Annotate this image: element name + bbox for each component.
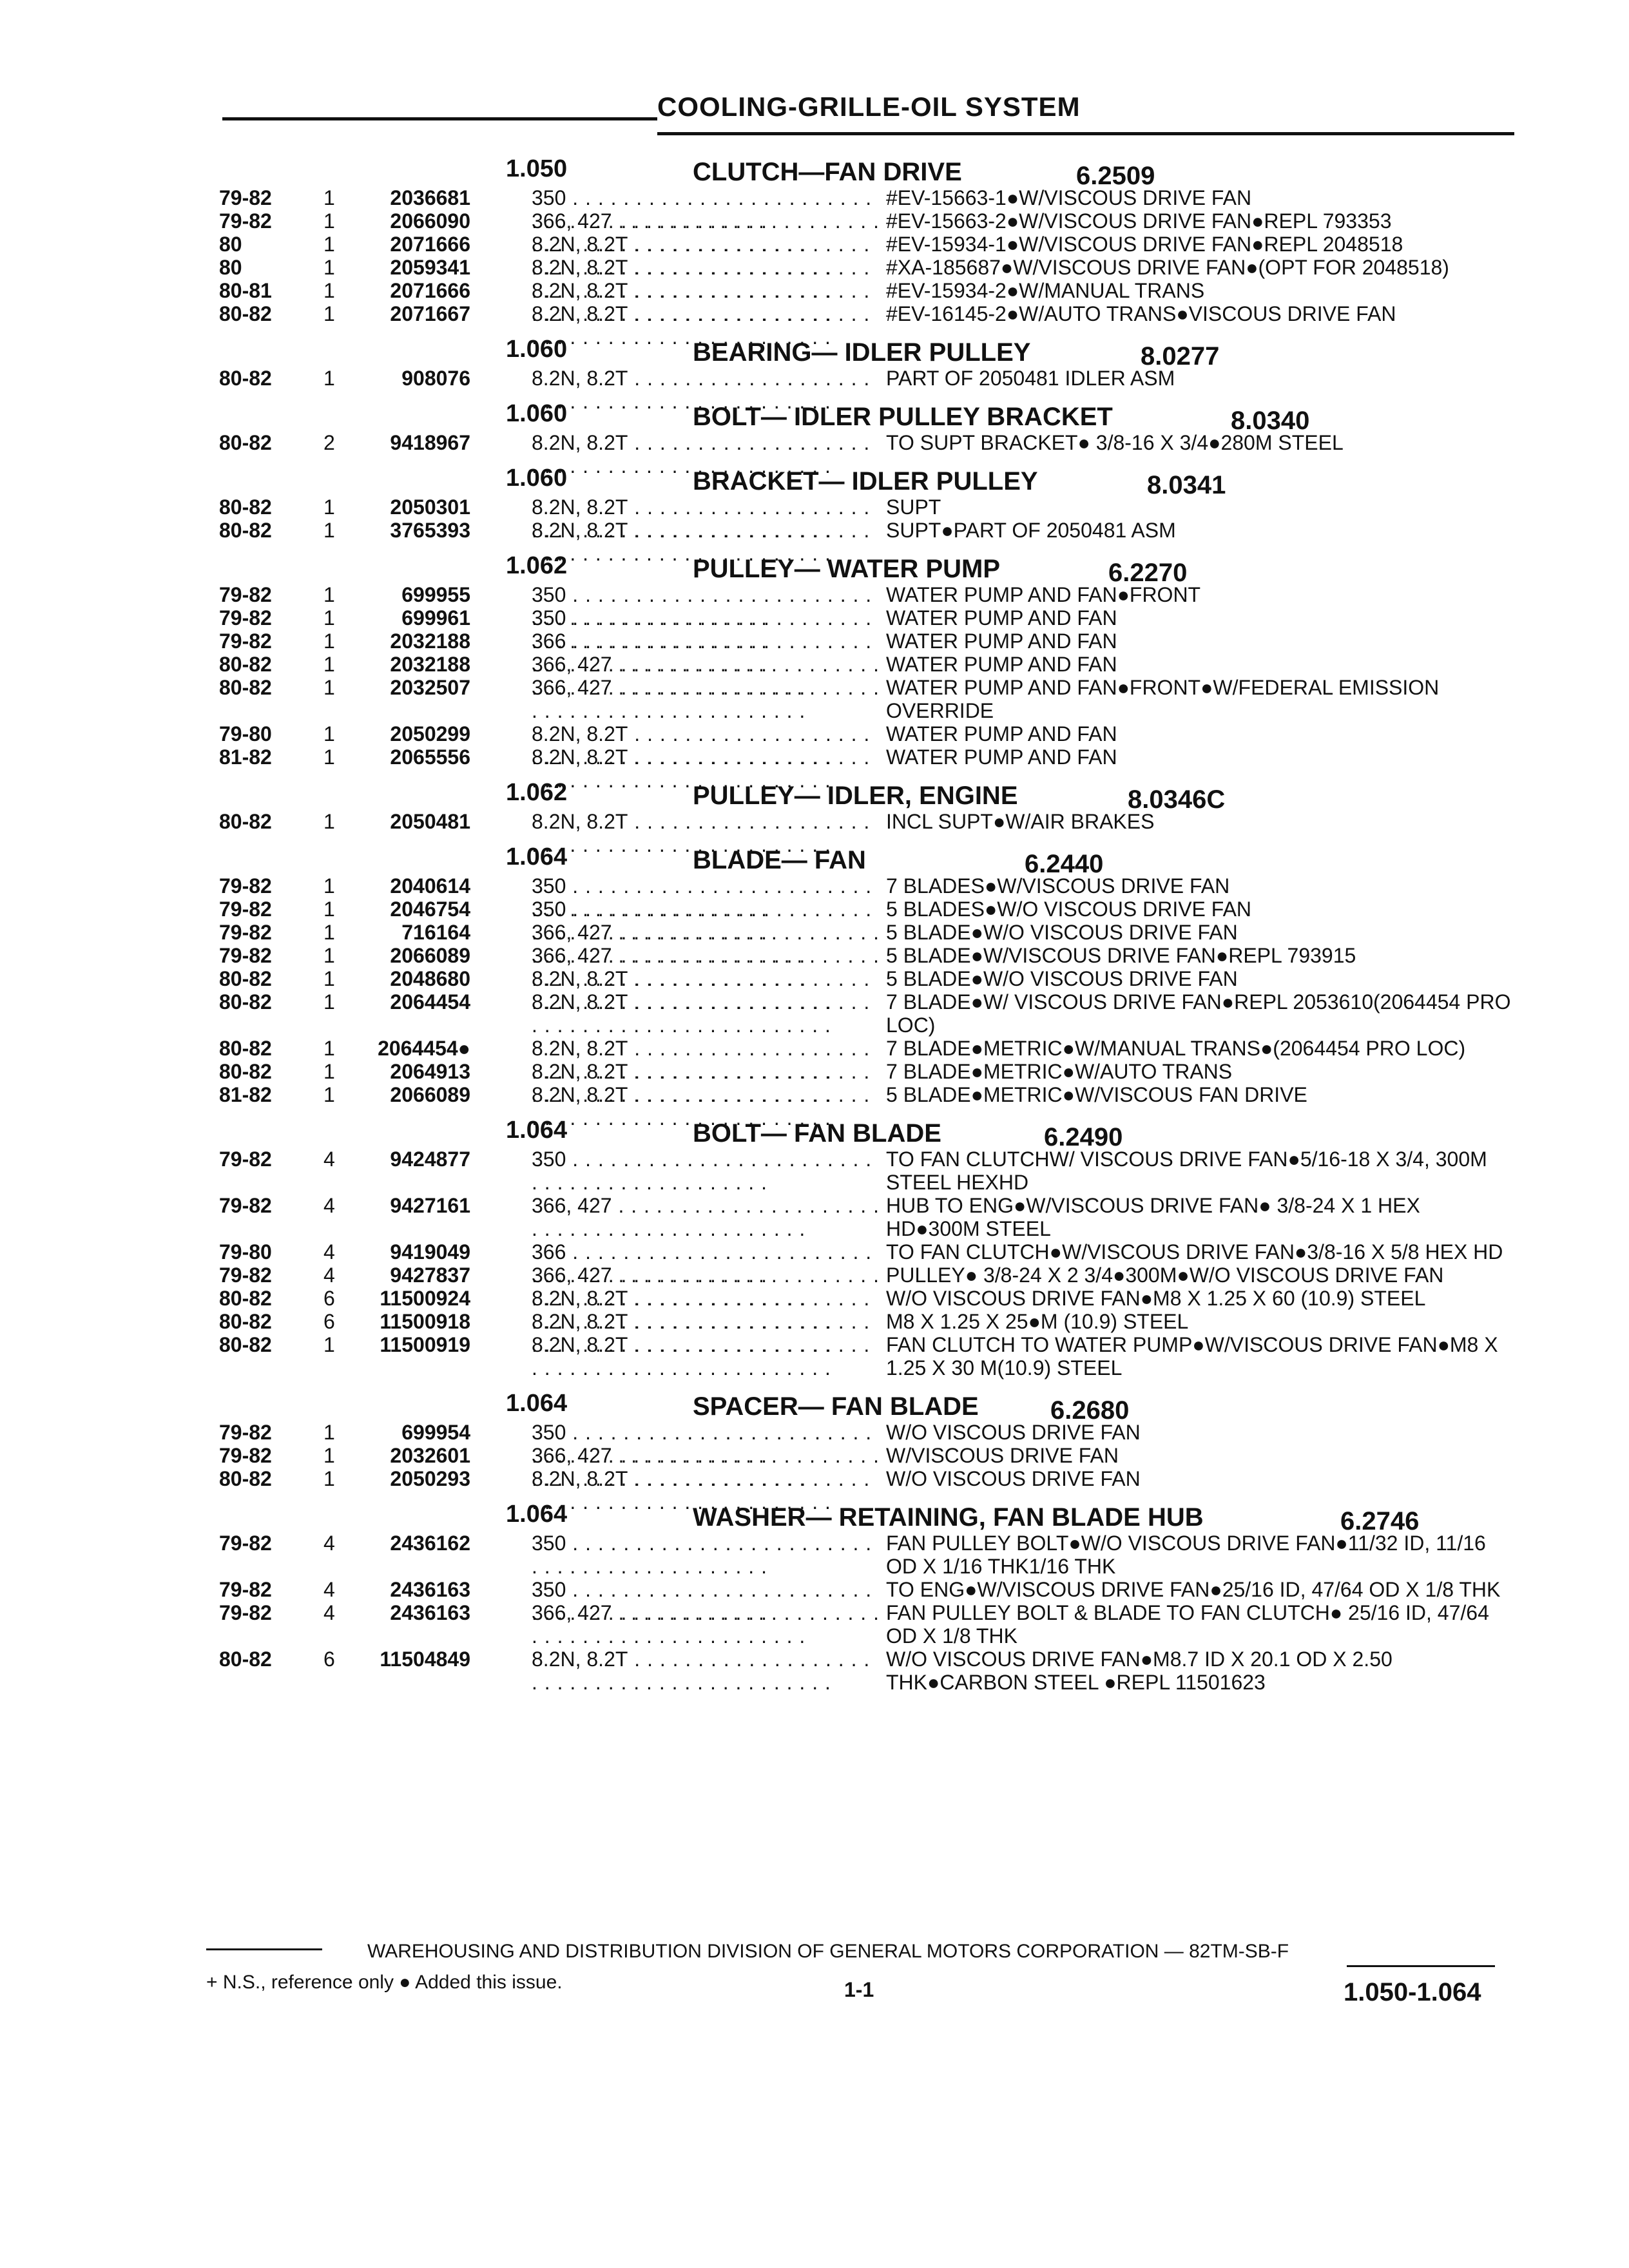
description: W/VISCOUS DRIVE FAN (886, 1444, 1119, 1467)
part-number: 3765393 (390, 519, 470, 542)
parts-row (219, 495, 1514, 519)
quantity: 1 (323, 898, 335, 921)
quantity: 2 (323, 431, 335, 454)
parts-row (219, 898, 1514, 921)
description: WATER PUMP AND FAN (886, 606, 1117, 629)
model-years: 79-82 (219, 1532, 272, 1555)
application: 350 . . . (532, 898, 880, 944)
model-years: 79-82 (219, 1264, 272, 1287)
description: 5 BLADE●METRIC●W/VISCOUS FAN DRIVE (886, 1083, 1307, 1106)
model-years: 80-82 (219, 1037, 272, 1060)
quantity: 1 (323, 186, 335, 209)
model-years: 79-82 (219, 1601, 272, 1624)
description: 7 BLADE●METRIC●W/AUTO TRANS (886, 1060, 1233, 1083)
description: WATER PUMP AND FAN●FRONT●W/FEDERAL EMISSION OVERRIDE (886, 676, 1440, 722)
part-number: 908076 (401, 367, 470, 390)
quantity: 1 (323, 279, 335, 302)
model-years: 79-82 (219, 898, 272, 921)
part-number: 11504849 (380, 1648, 470, 1671)
application: 350 . . . (532, 1148, 880, 1194)
description: FAN PULLEY BOLT & BLADE TO FAN CLUTCH● 25/16 ID, 47/64 OD X 1/8 THK (886, 1601, 1489, 1648)
model-years: 80-82 (219, 495, 272, 519)
part-number: 2065556 (390, 745, 470, 769)
parts-row (219, 606, 1514, 629)
application: 8.2N, 8.2T . . . (532, 367, 880, 413)
quantity: 6 (323, 1310, 335, 1333)
application: 8.2N, 8.2T . . . (532, 745, 880, 792)
description: WATER PUMP AND FAN (886, 653, 1117, 676)
model-years: 80-82 (219, 1333, 272, 1356)
quantity: 1 (323, 1083, 335, 1106)
parts-row (219, 1333, 1514, 1379)
description: SUPT●PART OF 2050481 ASM (886, 519, 1176, 542)
description: PULLEY● 3/8-24 X 2 3/4●300M●W/O VISCOUS DRIVE FAN (886, 1264, 1444, 1287)
description: PART OF 2050481 IDLER ASM (886, 367, 1175, 390)
quantity: 1 (323, 629, 335, 653)
part-number: 2050299 (390, 722, 470, 745)
description: 5 BLADE●W/O VISCOUS DRIVE FAN (886, 967, 1238, 990)
description: 5 BLADE●W/VISCOUS DRIVE FAN●REPL 793915 (886, 944, 1356, 967)
application: 366, 427 . . . (532, 1264, 880, 1310)
quantity: 1 (323, 256, 335, 279)
description: 7 BLADES●W/VISCOUS DRIVE FAN (886, 874, 1230, 898)
model-years: 79-82 (219, 1148, 272, 1171)
application: 350 . . . (532, 583, 880, 629)
parts-row (219, 1578, 1514, 1601)
part-number: 2032507 (390, 676, 470, 699)
parts-row (219, 1037, 1514, 1060)
quantity: 1 (323, 722, 335, 745)
parts-row (219, 583, 1514, 606)
quantity: 4 (323, 1532, 335, 1555)
application: 366, 427 . . . (532, 921, 880, 967)
part-number: 716164 (401, 921, 470, 944)
parts-row (219, 1601, 1514, 1648)
model-years: 80 (219, 233, 242, 256)
application: 350 . . . (532, 186, 880, 233)
section-title: BLADE— FAN (693, 846, 866, 874)
quantity: 4 (323, 1601, 335, 1624)
part-number: 2032601 (390, 1444, 470, 1467)
parts-row (219, 745, 1514, 769)
parts-row (219, 676, 1514, 722)
parts-row (219, 1310, 1514, 1333)
parts-listing (219, 145, 1514, 1694)
footer-rule-left (206, 1948, 322, 1950)
section-title: BEARING— IDLER PULLEY (693, 338, 1031, 367)
model-years: 79-82 (219, 1444, 272, 1467)
quantity: 1 (323, 1060, 335, 1083)
quantity: 1 (323, 583, 335, 606)
part-number: 2066089 (390, 1083, 470, 1106)
part-number: 2048680 (390, 967, 470, 990)
model-years: 79-82 (219, 1194, 272, 1217)
part-number: 699954 (401, 1421, 470, 1444)
part-number: 9424877 (390, 1148, 470, 1171)
quantity: 1 (323, 302, 335, 325)
section-header (219, 149, 1514, 190)
section-code: 6.2270 (1108, 559, 1188, 587)
part-number: 2066090 (390, 209, 470, 233)
section-header (219, 329, 1514, 370)
section-code: 6.2509 (1076, 162, 1155, 190)
parts-row (219, 1648, 1514, 1694)
quantity: 1 (323, 810, 335, 833)
application: 8.2N, 8.2T . . . (532, 1648, 880, 1694)
section-title: BOLT— IDLER PULLEY BRACKET (693, 403, 1113, 431)
section-code: 8.0277 (1141, 342, 1220, 370)
section-header (219, 773, 1514, 814)
part-number: 9418967 (390, 431, 470, 454)
section-header (219, 1110, 1514, 1151)
description: #EV-15663-2●W/VISCOUS DRIVE FAN●REPL 793353 (886, 209, 1392, 233)
parts-row (219, 653, 1514, 676)
footer-division: WAREHOUSING AND DISTRIBUTION DIVISION OF GENERAL MOTORS CORPORATION — 82TM-SB-F (367, 1941, 1289, 1962)
quantity: 4 (323, 1194, 335, 1217)
description: TO ENG●W/VISCOUS DRIVE FAN●25/16 ID, 47/64 OD X 1/8 THK (886, 1578, 1501, 1601)
model-years: 79-82 (219, 921, 272, 944)
quantity: 1 (323, 1333, 335, 1356)
application: 8.2N, 8.2T . . . (532, 1060, 880, 1106)
application: 8.2N, 8.2T . . . (532, 519, 880, 565)
section-title: CLUTCH—FAN DRIVE (693, 158, 962, 186)
parts-row (219, 1532, 1514, 1578)
application: 366, 427 . . . (532, 676, 880, 722)
application: 350 . . . (532, 874, 880, 921)
application: 8.2N, 8.2T . . . (532, 1037, 880, 1083)
footer-rule-right (1347, 1965, 1495, 1967)
part-number: 11500919 (380, 1333, 470, 1356)
quantity: 1 (323, 874, 335, 898)
description: TO SUPT BRACKET● 3/8-16 X 3/4●280M STEEL (886, 431, 1344, 454)
description: #XA-185687●W/VISCOUS DRIVE FAN●(OPT FOR 2048518) (886, 256, 1449, 279)
description: W/O VISCOUS DRIVE FAN●M8.7 ID X 20.1 OD X 2.50 THK●CARBON STEEL ●REPL 11501623 (886, 1648, 1393, 1694)
parts-row (219, 944, 1514, 967)
part-number: 2064913 (390, 1060, 470, 1083)
part-number: 2032188 (390, 653, 470, 676)
description: #EV-15934-1●W/VISCOUS DRIVE FAN●REPL 2048518 (886, 233, 1403, 256)
section-number: 1.050 (506, 155, 568, 182)
page-title: COOLING-GRILLE-OIL SYSTEM (657, 91, 1081, 122)
application: 366, 427 . . . (532, 1444, 880, 1490)
parts-row (219, 1194, 1514, 1240)
part-number: 2050301 (390, 495, 470, 519)
application: 8.2N, 8.2T . . . (532, 279, 880, 325)
section-code: 6.2490 (1044, 1123, 1123, 1151)
part-number: 2046754 (390, 898, 470, 921)
part-number: 2036681 (390, 186, 470, 209)
parts-row (219, 186, 1514, 209)
quantity: 6 (323, 1287, 335, 1310)
footer-page-number: 1-1 (844, 1978, 874, 2001)
part-number: 2050481 (390, 810, 470, 833)
description: SUPT (886, 495, 941, 519)
application: 8.2N, 8.2T . . . (532, 233, 880, 279)
application: 8.2N, 8.2T . . . (532, 722, 880, 769)
part-number: 2071667 (390, 302, 470, 325)
application: 8.2N, 8.2T . . . (532, 810, 880, 856)
parts-row (219, 1148, 1514, 1194)
model-years: 80-82 (219, 967, 272, 990)
part-number: 2059341 (390, 256, 470, 279)
description: 5 BLADE●W/O VISCOUS DRIVE FAN (886, 921, 1238, 944)
parts-row (219, 722, 1514, 745)
quantity: 1 (323, 1421, 335, 1444)
part-number: 2436163 (390, 1578, 470, 1601)
quantity: 1 (323, 676, 335, 699)
model-years: 79-82 (219, 583, 272, 606)
part-number: 2436162 (390, 1532, 470, 1555)
description: WATER PUMP AND FAN (886, 722, 1117, 745)
section-code: 6.2680 (1050, 1396, 1130, 1425)
section-number: 1.062 (506, 779, 568, 806)
parts-row (219, 810, 1514, 833)
part-number: 2040614 (390, 874, 470, 898)
application: 366, 427 . . . (532, 653, 880, 699)
quantity: 1 (323, 233, 335, 256)
application: 8.2N, 8.2T . . . (532, 431, 880, 477)
description: W/O VISCOUS DRIVE FAN (886, 1421, 1141, 1444)
section-title: WASHER— RETAINING, FAN BLADE HUB (693, 1503, 1204, 1532)
section-number: 1.060 (506, 465, 568, 492)
header-rule-left (222, 117, 657, 120)
section-header (219, 546, 1514, 587)
model-years: 79-82 (219, 629, 272, 653)
model-years: 79-82 (219, 874, 272, 898)
model-years: 80-82 (219, 1310, 272, 1333)
application: 366, 427 . . . (532, 944, 880, 990)
description: WATER PUMP AND FAN (886, 629, 1117, 653)
parts-row (219, 1060, 1514, 1083)
quantity: 1 (323, 209, 335, 233)
model-years: 79-82 (219, 1578, 272, 1601)
model-years: 80-82 (219, 676, 272, 699)
section-number: 1.060 (506, 400, 568, 427)
description: FAN CLUTCH TO WATER PUMP●W/VISCOUS DRIVE FAN●M8 X 1.25 X 30 M(10.9) STEEL (886, 1333, 1498, 1379)
description: WATER PUMP AND FAN (886, 745, 1117, 769)
parts-row (219, 1240, 1514, 1264)
application: 350 . . . (532, 1532, 880, 1578)
section-number: 1.064 (506, 843, 568, 870)
application: 8.2N, 8.2T . . . (532, 302, 880, 349)
section-number: 1.064 (506, 1501, 568, 1528)
model-years: 80-82 (219, 1648, 272, 1671)
section-title: PULLEY— WATER PUMP (693, 555, 1001, 583)
model-years: 79-82 (219, 186, 272, 209)
application: 8.2N, 8.2T . . . (532, 256, 880, 302)
model-years: 79-82 (219, 1421, 272, 1444)
application: 8.2N, 8.2T . . . (532, 990, 880, 1037)
model-years: 80-82 (219, 519, 272, 542)
quantity: 1 (323, 990, 335, 1014)
section-number: 1.060 (506, 336, 568, 363)
part-number: 2032188 (390, 629, 470, 653)
quantity: 1 (323, 967, 335, 990)
section-title: PULLEY— IDLER, ENGINE (693, 782, 1018, 810)
description: WATER PUMP AND FAN●FRONT (886, 583, 1201, 606)
description: HUB TO ENG●W/VISCOUS DRIVE FAN● 3/8-24 X 1 HEX HD●300M STEEL (886, 1194, 1420, 1240)
model-years: 79-80 (219, 1240, 272, 1264)
quantity: 1 (323, 495, 335, 519)
application: 8.2N, 8.2T . . . (532, 1287, 880, 1333)
description: TO FAN CLUTCH●W/VISCOUS DRIVE FAN●3/8-16 X 5/8 HEX HD (886, 1240, 1503, 1264)
section-code: 6.2746 (1340, 1507, 1420, 1535)
description: #EV-15934-2●W/MANUAL TRANS (886, 279, 1205, 302)
application: 366, 427 . . . (532, 1601, 880, 1648)
description: INCL SUPT●W/AIR BRAKES (886, 810, 1155, 833)
section-header (219, 1494, 1514, 1535)
quantity: 1 (323, 519, 335, 542)
part-number: 2064454● (378, 1037, 470, 1060)
part-number: 9419049 (390, 1240, 470, 1264)
model-years: 80-82 (219, 1287, 272, 1310)
parts-row (219, 367, 1514, 390)
section-header (219, 394, 1514, 435)
quantity: 1 (323, 944, 335, 967)
model-years: 80-82 (219, 302, 272, 325)
part-number: 11500918 (380, 1310, 470, 1333)
model-years: 79-82 (219, 606, 272, 629)
description: 7 BLADE●METRIC●W/MANUAL TRANS●(2064454 PRO LOC) (886, 1037, 1466, 1060)
model-years: 79-82 (219, 209, 272, 233)
section-number: 1.064 (506, 1117, 568, 1144)
parts-row (219, 233, 1514, 256)
section-number: 1.062 (506, 552, 568, 579)
quantity: 1 (323, 653, 335, 676)
parts-row (219, 209, 1514, 233)
quantity: 1 (323, 606, 335, 629)
parts-row (219, 431, 1514, 454)
parts-row (219, 519, 1514, 542)
footer-section-range: 1.050-1.064 (1344, 1978, 1481, 2006)
quantity: 1 (323, 1037, 335, 1060)
parts-row (219, 874, 1514, 898)
quantity: 1 (323, 1467, 335, 1490)
part-number: 699955 (401, 583, 470, 606)
model-years: 80-82 (219, 810, 272, 833)
description: W/O VISCOUS DRIVE FAN (886, 1467, 1141, 1490)
parts-row (219, 1287, 1514, 1310)
model-years: 81-82 (219, 745, 272, 769)
section-code: 8.0341 (1147, 471, 1226, 499)
section-header (219, 837, 1514, 878)
application: 366, 427 . . . (532, 1194, 880, 1240)
application: 350 . . . (532, 606, 880, 653)
model-years: 80-82 (219, 1467, 272, 1490)
section-number: 1.064 (506, 1390, 568, 1417)
quantity: 4 (323, 1148, 335, 1171)
section-title: BRACKET— IDLER PULLEY (693, 467, 1038, 495)
parts-row (219, 256, 1514, 279)
model-years: 80-82 (219, 990, 272, 1014)
model-years: 80-82 (219, 431, 272, 454)
quantity: 4 (323, 1578, 335, 1601)
description: M8 X 1.25 X 25●M (10.9) STEEL (886, 1310, 1189, 1333)
description: 7 BLADE●W/ VISCOUS DRIVE FAN●REPL 2053610(2064454 PRO LOC) (886, 990, 1511, 1037)
part-number: 2436163 (390, 1601, 470, 1624)
parts-row (219, 1467, 1514, 1490)
quantity: 1 (323, 921, 335, 944)
application: 350 . . . (532, 1578, 880, 1624)
application: 366, 427 . . . (532, 209, 880, 256)
description: #EV-15663-1●W/VISCOUS DRIVE FAN (886, 186, 1252, 209)
quantity: 1 (323, 367, 335, 390)
quantity: 6 (323, 1648, 335, 1671)
description: FAN PULLEY BOLT●W/O VISCOUS DRIVE FAN●11/32 ID, 11/16 OD X 1/16 THK1/16 THK (886, 1532, 1486, 1578)
application: 8.2N, 8.2T . . . (532, 967, 880, 1014)
description: #EV-16145-2●W/AUTO TRANS●VISCOUS DRIVE FAN (886, 302, 1396, 325)
application: 350 . . . (532, 1421, 880, 1467)
description: 5 BLADES●W/O VISCOUS DRIVE FAN (886, 898, 1252, 921)
part-number: 9427161 (390, 1194, 470, 1217)
model-years: 80-81 (219, 279, 272, 302)
footer-note: + N.S., reference only ● Added this issue. (206, 1972, 563, 1993)
parts-row (219, 302, 1514, 325)
parts-row (219, 1083, 1514, 1106)
quantity: 1 (323, 1444, 335, 1467)
section-code: 6.2440 (1025, 850, 1104, 878)
application: 8.2N, 8.2T . . . (532, 1467, 880, 1514)
part-number: 2066089 (390, 944, 470, 967)
section-header (219, 1383, 1514, 1425)
parts-row (219, 1421, 1514, 1444)
model-years: 80-82 (219, 367, 272, 390)
parts-row (219, 967, 1514, 990)
parts-row (219, 629, 1514, 653)
model-years: 81-82 (219, 1083, 272, 1106)
model-years: 80 (219, 256, 242, 279)
parts-row (219, 279, 1514, 302)
quantity: 1 (323, 745, 335, 769)
part-number: 699961 (401, 606, 470, 629)
model-years: 79-82 (219, 944, 272, 967)
section-title: SPACER— FAN BLADE (693, 1392, 979, 1421)
part-number: 2050293 (390, 1467, 470, 1490)
model-years: 79-80 (219, 722, 272, 745)
section-code: 8.0346C (1128, 785, 1226, 814)
parts-row (219, 921, 1514, 944)
application: 8.2N, 8.2T . . . (532, 1333, 880, 1379)
section-title: BOLT— FAN BLADE (693, 1119, 941, 1148)
model-years: 80-82 (219, 653, 272, 676)
part-number: 11500924 (380, 1287, 470, 1310)
model-years: 80-82 (219, 1060, 272, 1083)
parts-row (219, 1444, 1514, 1467)
parts-row (219, 1264, 1514, 1287)
application: 8.2N, 8.2T . . . (532, 495, 880, 542)
section-header (219, 458, 1514, 499)
parts-row (219, 990, 1514, 1037)
quantity: 4 (323, 1264, 335, 1287)
application: 8.2N, 8.2T . . . (532, 1083, 880, 1129)
part-number: 2064454 (390, 990, 470, 1014)
header-rule-right (657, 132, 1514, 135)
quantity: 4 (323, 1240, 335, 1264)
description: W/O VISCOUS DRIVE FAN●M8 X 1.25 X 60 (10.9) STEEL (886, 1287, 1426, 1310)
part-number: 9427837 (390, 1264, 470, 1287)
part-number: 2071666 (390, 233, 470, 256)
description: TO FAN CLUTCHW/ VISCOUS DRIVE FAN●5/16-18 X 3/4, 300M STEEL HEXHD (886, 1148, 1487, 1194)
application: 366 . . . (532, 629, 880, 676)
part-number: 2071666 (390, 279, 470, 302)
section-code: 8.0340 (1231, 407, 1310, 435)
application: 366 . . . (532, 1240, 880, 1287)
application: 8.2N, 8.2T . . . (532, 1310, 880, 1356)
